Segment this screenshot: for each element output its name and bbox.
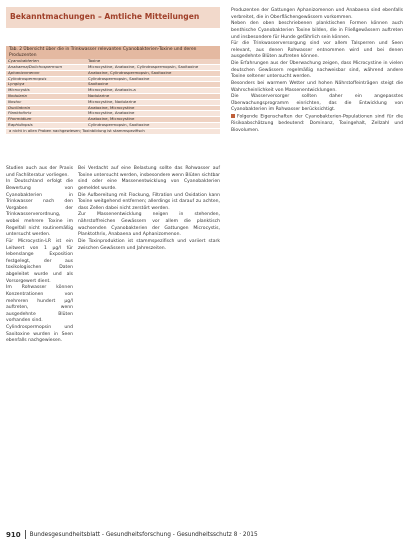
paragraph: Neben den oben beschriebenen planktischen Formen können auch benthische Cyanobakterien Toxine bilden, die in Fließgewässern auftreten und insbesondere für Hunde gefährlich sein können. — [231, 21, 403, 40]
body-column-middle — [78, 166, 220, 252]
bullet-text: Folgende Eigenschaften der Cyanobakterien-Populationen sind für die Risikoabschätzung bedeutend: Dominanz, Toxingehalt, Zellzahl und Biovolumen. — [231, 114, 403, 133]
page-footer — [6, 528, 407, 541]
row-toxins: Nodularine — [88, 92, 110, 98]
row-name: Cylindrospermopsis — [8, 75, 47, 81]
paragraph: Die Toxinproduktion ist stammspezifisch und variiert stark zwischen Gewässern und Jahreszeiten. — [78, 238, 220, 251]
paragraph: Die Wasserversorger sollten daher ein angepasstes Überwachungsprogramm einrichten, das die Entwicklung von Cyanobakterien im Rohwasser berücksichtigt. — [231, 94, 403, 113]
body-column-left — [6, 166, 73, 345]
row-toxins: Saxitoxine — [88, 81, 109, 87]
table-caption: Tab. 2 Übersicht über die in Trinkwasser relevanten Cyanobakterien-Toxine und deren Produzenten — [6, 46, 220, 59]
row-toxins: Microcystine, Nodularine — [88, 98, 137, 104]
row-name: Raphidiopsis — [8, 121, 33, 127]
paragraph: Die Erfahrungen aus der Überwachung zeigen, dass Microcystine in vielen deutschen Gewässern regelmäßig nachweisbar sind, während andere Toxine seltener untersucht werden. — [231, 61, 403, 80]
row-toxins: Anatoxine, Microcystine — [88, 104, 135, 110]
row-toxins: Microcystine, Anatoxin-a — [88, 87, 136, 93]
paragraph: Die Aufbereitung mit Flockung, Filtration und Oxidation kann Toxine weitgehend entfernen; allerdings ist darauf zu achten, dass Zellen dabei nicht zerstört werden. — [78, 192, 220, 211]
row-toxins: Cylindrospermopsin, Saxitoxine — [88, 121, 150, 127]
row-name: Anabaena/Dolichospermum — [8, 63, 62, 69]
paragraph: Studien auch aus der Praxis und Fachliteratur vorliegen. — [6, 166, 73, 178]
paragraph: Zur Massenentwicklung neigen in stehenden, nährstoffreichen Gewässern vor allem die planktisch wachsenden Cyanobakterien der Gattungen Microcystis, Planktothrix, Anabaena und Aphanizomenon. — [78, 212, 220, 238]
bullet-paragraph — [231, 114, 403, 134]
section-title: Bekanntmachungen – Amtliche Mitteilungen — [10, 12, 200, 21]
row-name: Nodularia — [8, 92, 27, 98]
row-name: Nostoc — [8, 98, 22, 104]
row-name: Lyngbya — [8, 81, 25, 87]
paragraph: In Deutschland erfolgt die Bewertung von Cyanobakterien in Trinkwasser nach den Vorgaben der Trinkwasserverordnung, wobei mehrere Toxine im Regelfall nicht routinemäßig untersucht werden. — [6, 179, 73, 238]
row-toxins: Microcystine, Anatoxine, Cylindrospermopsin, Saxitoxine — [88, 63, 199, 69]
paragraph: Produzenten der Gattungen Aphanizomenon und Anabaena sind ebenfalls verbreitet, die in Oberflächengewässern vorkommen. — [231, 8, 403, 20]
paragraph: Für Microcystin-LR ist ein Leitwert von 1 µg/l für lebenslange Exposition festgelegt, der aus toxikologischen Daten abgeleitet wurde und als Vorsorgewert dient. — [6, 238, 73, 284]
toxin-table — [6, 46, 220, 134]
table-header-toxins: Toxine — [88, 58, 101, 64]
row-name: Planktothrix — [8, 110, 32, 116]
table-footnote: a nicht in allen Proben nachgewiesen; Toxinbildung ist stammspezifisch — [6, 129, 220, 134]
paragraph: Cylindrospermopsin und Saxitoxine wurden in Seen ebenfalls nachgewiesen. — [6, 325, 73, 344]
row-toxins: Anatoxine, Cylindrospermopsin, Saxitoxine — [88, 69, 172, 75]
paragraph: Für die Trinkwasserversorgung sind vor allem Talsperren und Seen relevant, aus denen Rohwasser entnommen wird und bei denen ausgedehnte Blüten auftreten können. — [231, 41, 403, 60]
row-toxins: Anatoxine, Microcystine — [88, 116, 135, 122]
row-name: Aphanizomenon — [8, 69, 40, 75]
row-name: Microcystis — [8, 87, 30, 93]
row-name: Phormidium — [8, 116, 32, 122]
row-toxins: Microcystine, Anatoxine — [88, 110, 135, 116]
bullet-square-icon — [231, 114, 235, 118]
paragraph: Im Rohwasser können Konzentrationen von mehreren hundert µg/l auftreten, wenn ausgedehnte Blüten vorhanden sind. — [6, 285, 73, 324]
footer-divider — [25, 530, 26, 539]
row-name: Oscillatoria — [8, 104, 30, 110]
page-number: 910 — [6, 530, 21, 539]
paragraph: Besonders bei warmem Wetter und hohen Nährstoffeinträgen steigt die Wahrscheinlichkeit von Massenentwicklungen. — [231, 80, 403, 93]
journal-name: Bundesgesundheitsblatt - Gesundheitsforschung - Gesundheitsschutz 8 · 2015 — [29, 531, 258, 538]
body-column-right — [231, 8, 403, 134]
table-header-cyanobacteria: Cyanobakterien — [8, 58, 39, 64]
row-toxins: Cylindrospermopsin, Saxitoxine — [88, 75, 150, 81]
paragraph: Bei Verdacht auf eine Belastung sollte das Rohwasser auf Toxine untersucht werden, insbesondere wenn Blüten sichtbar sind oder eine Massenentwicklung von Cyanobakterien gemeldet wurde. — [78, 166, 220, 191]
